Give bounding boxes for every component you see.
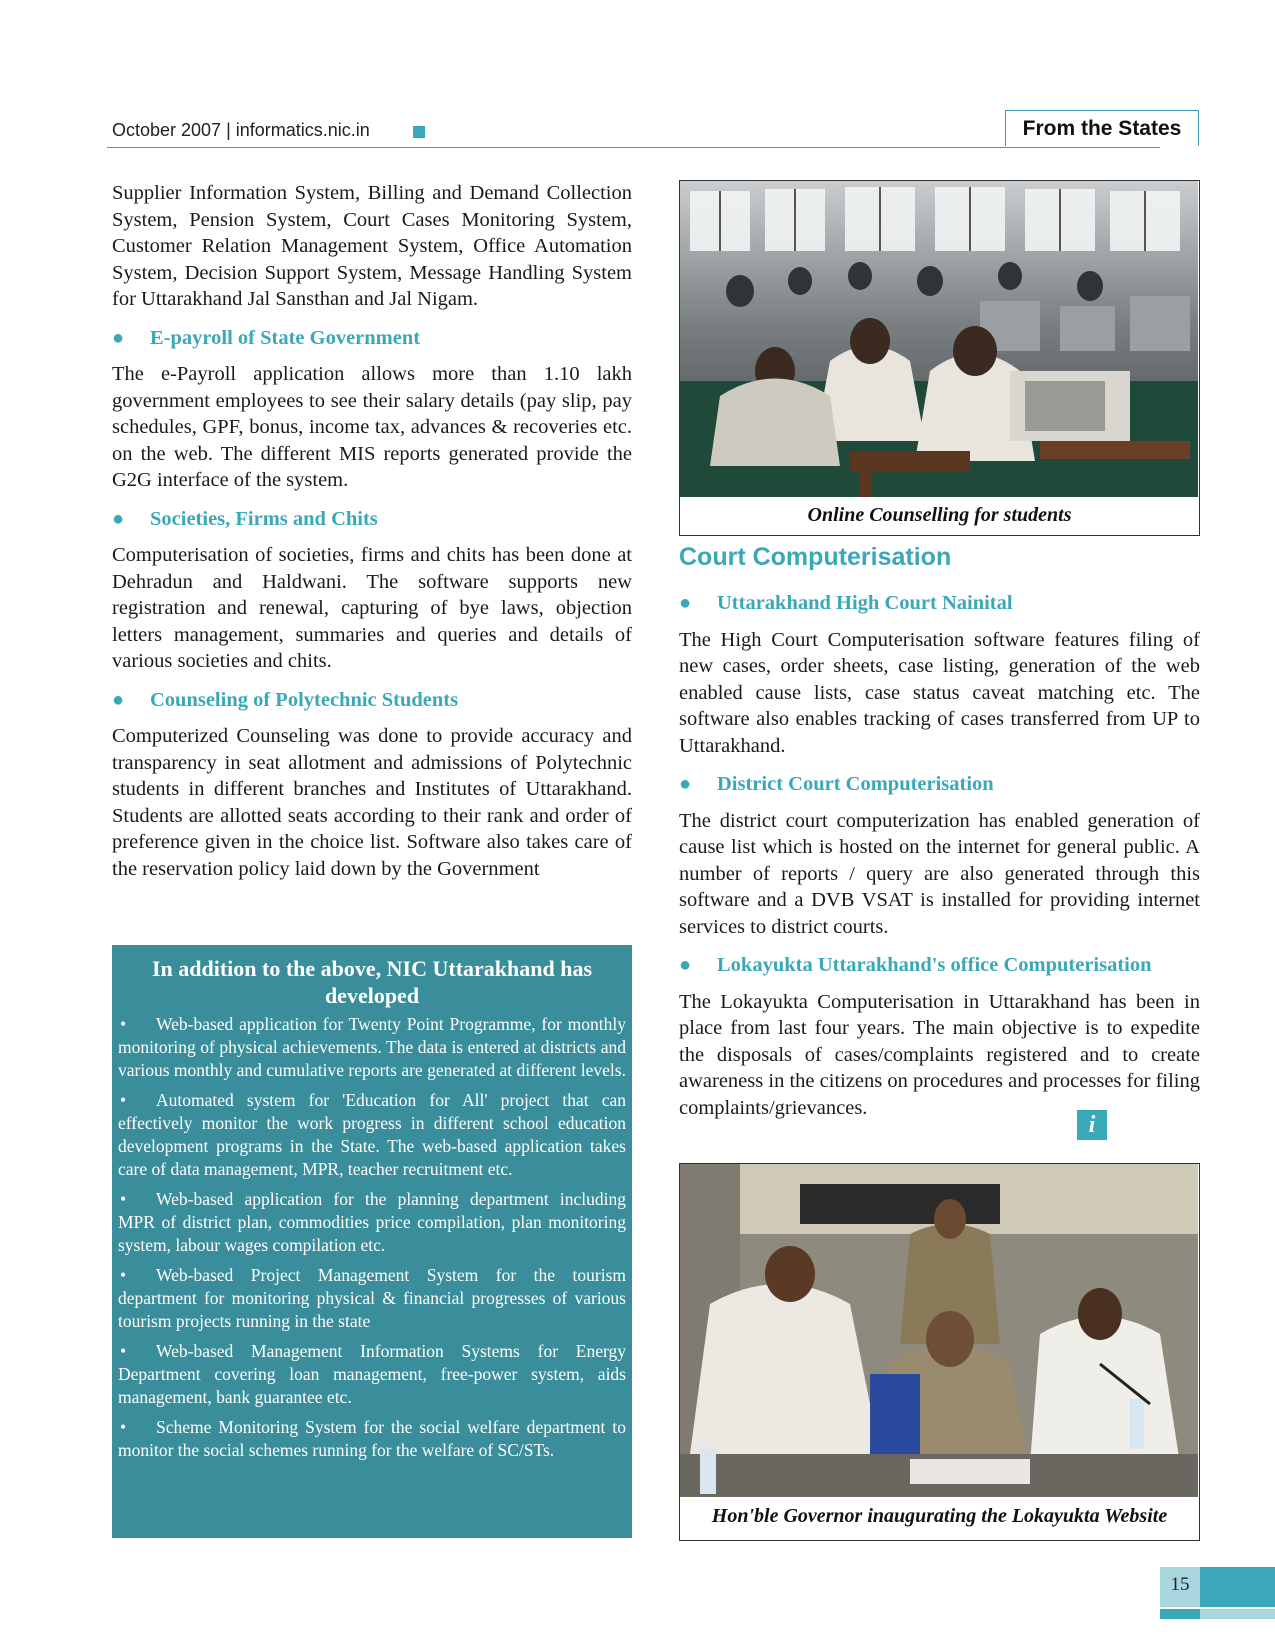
bullet-icon: ● bbox=[112, 326, 125, 349]
intro-paragraph: Supplier Information System, Billing and Demand Collection System, Pension System, Court Cases Monitoring System, Customer Relation Management System, Office Automation System, Decision Support System, Message Handling System for Uttarakhand Jal Sansthan and Jal Nigam. bbox=[112, 182, 632, 310]
info-item: • Web-based application for Twenty Point Programme, for monthly monitoring of physical achievements. The data is entered at districts and various monthly and cumulative reports are generated at different levels. bbox=[118, 1014, 626, 1080]
info-item: • Web-based application for the planning department including MPR of district plan, commodities price compilation, plan monitoring system, labour wages compilation etc. bbox=[118, 1189, 626, 1255]
heading-societies-text: Societies, Firms and Chits bbox=[150, 507, 378, 530]
page-tab-bottom-light bbox=[1200, 1609, 1275, 1619]
bullet-icon: • bbox=[120, 1014, 127, 1034]
page-tab-bottom-dark bbox=[1160, 1609, 1200, 1619]
heading-lokayukta bbox=[679, 952, 1200, 979]
info-item: • Web-based Project Management System for the tourism department for monitoring physical & financial progresses of various tourism projects running in the state bbox=[118, 1265, 626, 1331]
heading-high-court-text: Uttarakhand High Court Nainital bbox=[717, 592, 1013, 614]
bullet-icon: • bbox=[120, 1417, 127, 1437]
heading-counseling-text: Counseling of Polytechnic Students bbox=[150, 688, 459, 711]
bullet-icon: • bbox=[120, 1090, 127, 1110]
info-item: • Web-based Management Information Systems for Energy Department covering loan management, free-power system, aids management, bank guarantee etc. bbox=[118, 1341, 626, 1407]
header-rule bbox=[107, 147, 1160, 148]
photo-counselling bbox=[680, 181, 1199, 497]
heading-lokayukta-text: Lokayukta Uttarakhand's office Computerisation bbox=[717, 954, 1152, 976]
heading-high-court bbox=[679, 590, 1200, 617]
bullet-icon: • bbox=[120, 1265, 127, 1285]
info-item: • Scheme Monitoring System for the social welfare department to monitor the social schemes running for the welfare of SC/STs. bbox=[118, 1417, 626, 1460]
photo-counselling-frame bbox=[679, 180, 1200, 536]
bullet-icon: • bbox=[120, 1189, 127, 1209]
left-column bbox=[112, 180, 632, 882]
paragraph-societies: Computerisation of societies, firms and chits has been done at Dehradun and Haldwani. The software supports new registration and renewal, capturing of bye laws, objection letters management, summaries and queries and details of various societies and chits. bbox=[112, 544, 632, 672]
bullet-icon: ● bbox=[679, 954, 692, 976]
paragraph-district-court: The district court computerization has enabled generation of cause list which is hosted on the internet for general public. A number of reports / query are also generated through this software and a DVB VSAT is installed for providing internet services to district courts. bbox=[679, 809, 1200, 938]
bullet-icon: ● bbox=[112, 688, 125, 711]
heading-epayroll-text: E-payroll of State Government bbox=[150, 326, 421, 349]
bullet-icon: ● bbox=[112, 507, 125, 530]
section-title-box: From the States bbox=[1005, 110, 1199, 146]
heading-societies bbox=[112, 506, 632, 533]
heading-district-court-text: District Court Computerisation bbox=[717, 773, 994, 795]
paragraph-high-court: The High Court Computerisation software features filing of new cases, order sheets, case listing, generation of the web enabled cause lists, case status caveat matching etc. The software also enables tracking of cases transferred from UP to Uttarakhand. bbox=[679, 628, 1200, 757]
paragraph-counseling: Computerized Counseling was done to provide accuracy and transparency in seat allotment and admissions of Polytechnic students in different branches and Institutes of Uttarakhand. Students are allotted seats according to their rank and order of preference given in the choice list. Software also takes care of the reservation policy laid down by the Government bbox=[112, 725, 632, 880]
info-box bbox=[112, 945, 632, 1538]
info-item: • Automated system for 'Education for All' project that can effectively monitor the work progress in different school education development programs in the State. The web-based application takes care of data management, MPR, teacher recruitment etc. bbox=[118, 1090, 626, 1179]
right-column bbox=[679, 578, 1200, 1121]
heading-district-court bbox=[679, 771, 1200, 798]
bullet-icon: ● bbox=[679, 773, 692, 795]
header-date-site: October 2007 | informatics.nic.in bbox=[112, 120, 370, 140]
paragraph-epayroll: The e-Payroll application allows more than 1.10 lakh government employees to see their salary details (pay slip, pay schedules, GPF, bonus, income tax, advances & recoveries etc. on the web. The different MIS reports generated provide the G2G interface of the system. bbox=[112, 363, 632, 491]
page-number: 15 bbox=[1170, 1574, 1190, 1595]
header-square-icon bbox=[413, 126, 425, 138]
photo-counselling-caption: Online Counselling for students bbox=[807, 504, 1072, 526]
paragraph-lokayukta: The Lokayukta Computerisation in Uttarakhand has been in place from last four years. The main objective is to expedite the disposals of cases/complaints registered and to create awareness in the citizens on procedures and processes for filing complaints/grievances. bbox=[679, 990, 1200, 1119]
court-section-title: Court Computerisation bbox=[679, 543, 952, 571]
photo-governor bbox=[680, 1164, 1199, 1497]
photo-governor-frame bbox=[679, 1163, 1200, 1541]
info-box-title: In addition to the above, NIC Uttarakhand has developed bbox=[151, 956, 593, 1008]
heading-epayroll bbox=[112, 325, 632, 352]
photo-governor-caption: Hon'ble Governor inaugurating the Lokayukta Website bbox=[711, 1505, 1168, 1527]
bullet-icon: ● bbox=[679, 592, 692, 614]
bullet-icon: • bbox=[120, 1341, 127, 1361]
heading-counseling bbox=[112, 687, 632, 714]
page-tab-dark bbox=[1200, 1567, 1275, 1607]
info-icon: i bbox=[1077, 1110, 1107, 1140]
